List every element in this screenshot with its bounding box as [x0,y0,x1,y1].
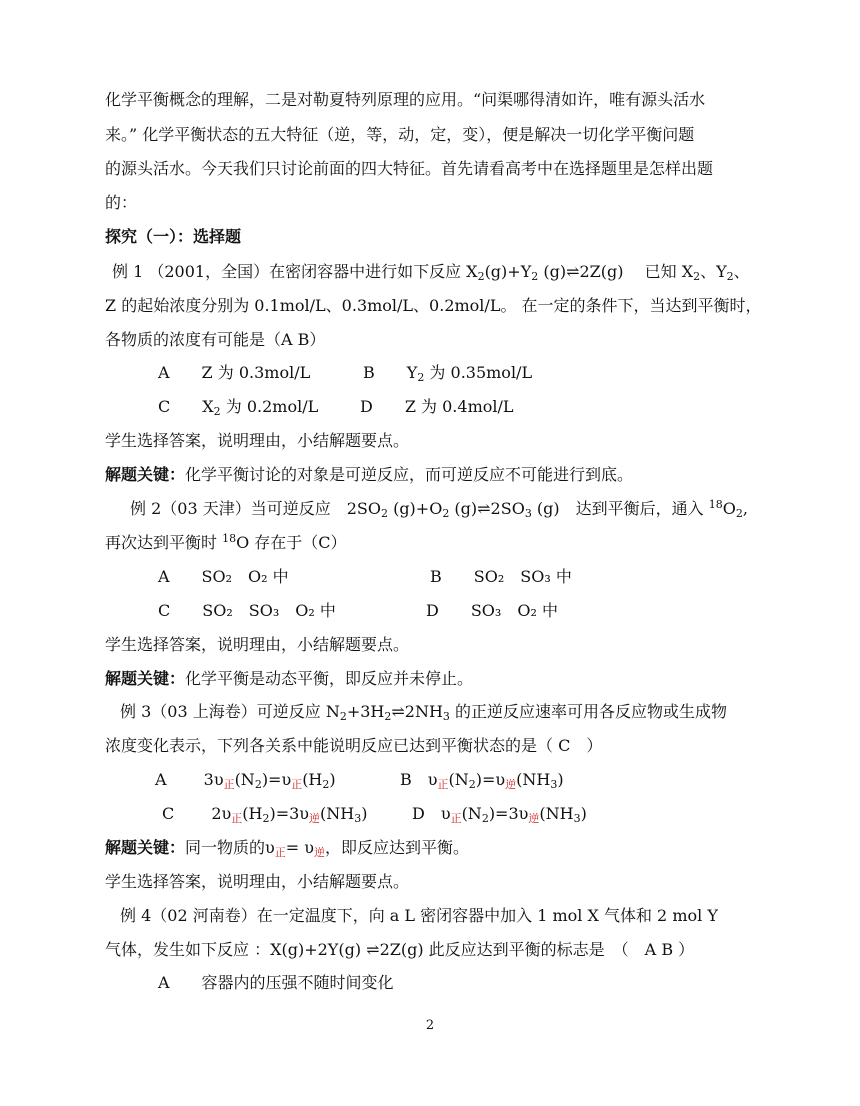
section-title: 探究（一）：选择题 [105,227,242,246]
example1-option-a: A Z 为 0.3mol/L [158,363,311,382]
example3-option-a: A $3\upsilon_正(N_2)=\upsilon_正(H_2)$ [155,770,336,791]
example2-line-2: 再次达到平衡时 $^{18}$O 存在于（C） [105,532,347,552]
example4-line-1: 例 4（02 河南卷）在一定温度下，向 a L 密闭容器中加入 1 mol X 气体和 2 mol Y [120,906,718,925]
example3-option-d: D $\upsilon_正(N_2)=3\upsilon_逆(NH_3)$ [412,804,587,825]
key-point-1: 解题关键：化学平衡讨论的对象是可逆反应，而可逆反应不可能进行到底。 [105,465,634,484]
key-point-3: 解题关键：同一物质的$\upsilon_正= \upsilon_逆$，即反应达到平衡。 [105,838,469,859]
example2-option-c: C SO₂ SO₃ O₂ 中 [158,601,336,620]
example2-line-1: 例 2（03 天津）当可逆反应 $2SO_2$ $(g)+O_2$ $(g)\rightleftharpoons 2SO_3$ (g) 达到平衡后，通入 $^{18}O_2$, [130,498,748,520]
example2-option-d: D SO₃ O₂ 中 [426,601,558,620]
example3-line-1: 例 3（03 上海卷）可逆反应 $N_2+3H_2\rightleftharpoons 2NH_3$ 的正逆反应速率可用各反应物或生成物 [120,702,727,723]
example4-option-a: A 容器内的压强不随时间变化 [158,973,394,992]
page-number: 2 [425,1018,435,1033]
example4-line-2: 气体，发生如下反应 ：X(g)+2Y(g) ⇌2Z(g) 此反应达到平衡的标志是 （ A B ） [105,940,695,959]
example1-line-2: Z 的起始浓度分别为 0.1mol/L、0.3mol/L、0.2mol/L。 在一定的条件下，当达到平衡时， [105,296,762,315]
example1-option-d: D Z 为 0.4mol/L [360,397,514,416]
student-note-1: 学生选择答案，说明理由，小结解题要点。 [105,431,410,450]
student-note-3: 学生选择答案，说明理由，小结解题要点。 [105,872,410,891]
example1-option-c: C $X_2$ 为 0.2mol/L [158,397,319,418]
key-point-2: 解题关键：化学平衡是动态平衡，即反应并未停止。 [105,669,474,688]
example3-option-c: C $2\upsilon_正(H_2)=3\upsilon_逆(NH_3)$ [162,804,368,825]
example3-line-2: 浓度变化表示，下列各关系中能说明反应已达到平衡状态的是（ C ） [105,736,603,755]
example2-option-b: B SO₂ SO₃ 中 [430,567,572,586]
student-note-2: 学生选择答案，说明理由，小结解题要点。 [105,635,410,654]
example3-option-b: B $\upsilon_正(N_2)=\upsilon_逆(NH_3)$ [400,770,564,791]
intro-line-1: 化学平衡概念的理解，二是对勒夏特列原理的应用。“问渠哪得清如许，唯有源头活水 [105,90,706,109]
example1-line-3: 各物质的浓度有可能是（A B） [105,330,326,349]
example1-option-b: B $Y_2$ 为 0.35mol/L [363,363,533,384]
example2-option-a: A SO₂ O₂ 中 [158,567,289,586]
example1-line-1: 例 1 （2001，全国）在密闭容器中进行如下反应 $X_2(g)+Y_2$ (g)⇌2Z(g) 已知 $X_2$、$Y_2$、 [112,262,750,283]
intro-line-2: 来。” 化学平衡状态的五大特征（逆，等，动，定，变），便是解决一切化学平衡问题 [105,125,695,144]
intro-line-3: 的源头活水。今天我们只讨论前面的四大特征。首先请看高考中在选择题里是怎样出题 [105,159,714,178]
intro-line-4: 的： [105,193,138,212]
